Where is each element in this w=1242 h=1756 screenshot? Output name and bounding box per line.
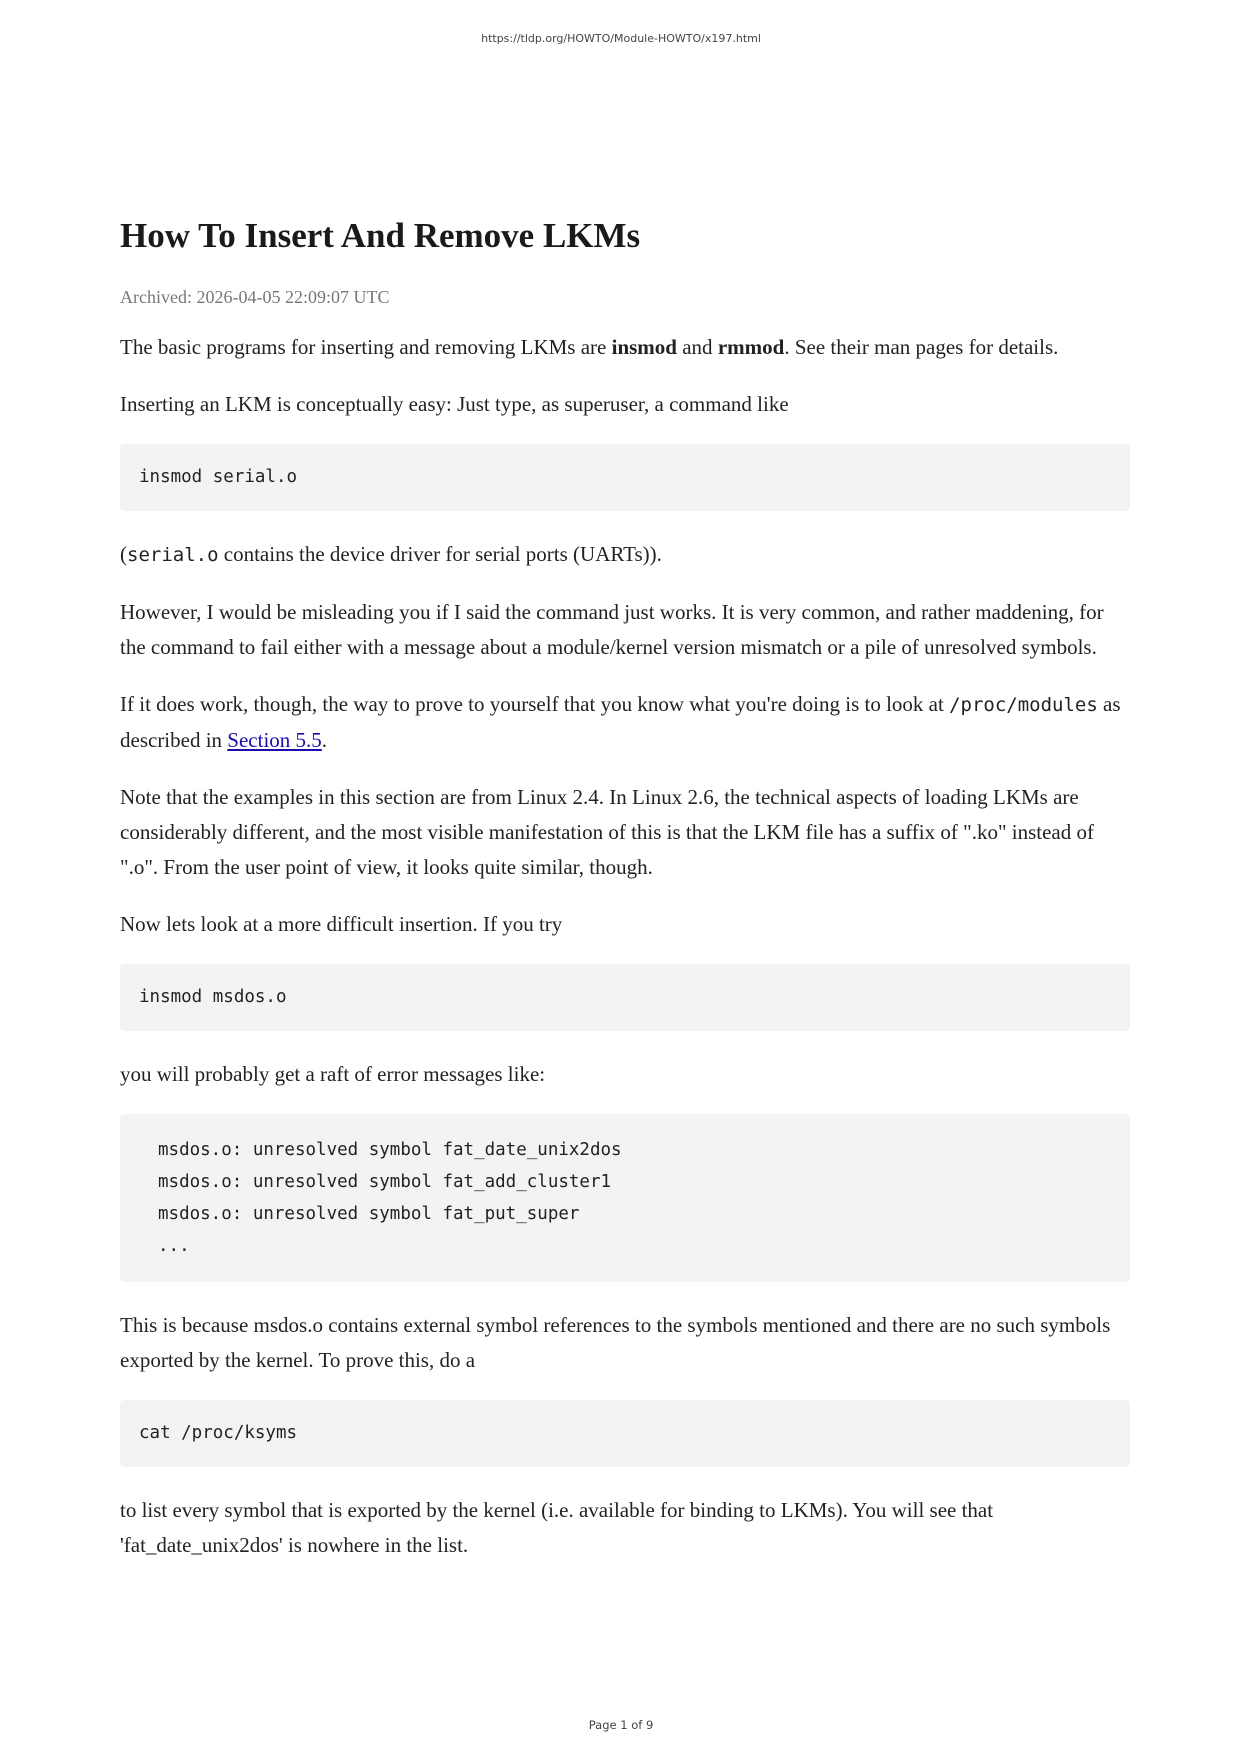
inline-code: /proc/modules bbox=[949, 694, 1098, 716]
insmod-bold: insmod bbox=[611, 335, 677, 359]
paragraph-difficult-insertion: Now lets look at a more difficult insertion. If you try bbox=[120, 912, 563, 936]
page-title: How To Insert And Remove LKMs bbox=[120, 216, 641, 255]
code-block-unresolved-symbols: msdos.o: unresolved symbol fat_date_unix2dos msdos.o: unresolved symbol fat_add_cluster1 msdos.o: unresolved symbol fat_put_super ... bbox=[120, 1114, 1130, 1282]
text: . See their man pages for details. bbox=[784, 335, 1059, 359]
paragraph-list-symbols: to list every symbol that is exported by the kernel (i.e. available for binding to LKMs). You will see that 'fat_date_unix2dos' is nowhere in the list. bbox=[120, 1498, 994, 1557]
paragraph-explanation: This is because msdos.o contains external symbol references to the symbols mentioned and there are no such symbols exported by the kernel. To prove this, do a bbox=[120, 1313, 1111, 1372]
code-block-cat-ksyms: cat /proc/ksyms bbox=[120, 1400, 1130, 1467]
paragraph-error-messages: you will probably get a raft of error messages like: bbox=[120, 1062, 546, 1086]
paragraph-linux-versions: Note that the examples in this section are from Linux 2.4. In Linux 2.6, the technical aspects of loading LKMs are considerably different, and the most visible manifestation of this is that the LKM file has a suffix of ".ko" instead of ".o". From the user point of view, it looks quite similar, though. bbox=[120, 785, 1094, 879]
text: contains the device driver for serial ports (UARTs)). bbox=[218, 542, 662, 566]
text: . bbox=[321, 728, 328, 752]
paragraph-inserting: Inserting an LKM is conceptually easy: Just type, as superuser, a command like bbox=[120, 392, 789, 416]
article bbox=[120, 214, 1130, 1585]
rmmod-bold: rmmod bbox=[717, 335, 785, 359]
code-block-insmod-msdos: insmod msdos.o bbox=[120, 964, 1130, 1031]
paragraph-serial bbox=[120, 537, 1130, 573]
text: and bbox=[676, 335, 718, 359]
paragraph-misleading: However, I would be misleading you if I said the command just works. It is very common, and rather maddening, for the command to fail either with a message about a module/kernel version mismatch or a pile of unresolved symbols. bbox=[120, 600, 1104, 659]
section-link[interactable]: Section 5.5 bbox=[227, 728, 322, 752]
paragraph-proc-modules bbox=[120, 687, 1130, 758]
page-url: https://tldp.org/HOWTO/Module-HOWTO/x197.html bbox=[481, 32, 761, 45]
page-number: Page 1 of 9 bbox=[588, 1718, 654, 1732]
text: as described in bbox=[120, 692, 1121, 752]
inline-code: serial.o bbox=[127, 544, 219, 566]
code-block-insmod-serial: insmod serial.o bbox=[120, 444, 1130, 511]
archived-timestamp: Archived: 2026-04-05 22:09:07 UTC bbox=[120, 287, 390, 307]
text: If it does work, though, the way to prove to yourself that you know what you're doing is to look at bbox=[120, 692, 950, 716]
text: The basic programs for inserting and removing LKMs are bbox=[120, 335, 612, 359]
paragraph-intro bbox=[120, 330, 1130, 365]
text: ( bbox=[120, 542, 127, 566]
